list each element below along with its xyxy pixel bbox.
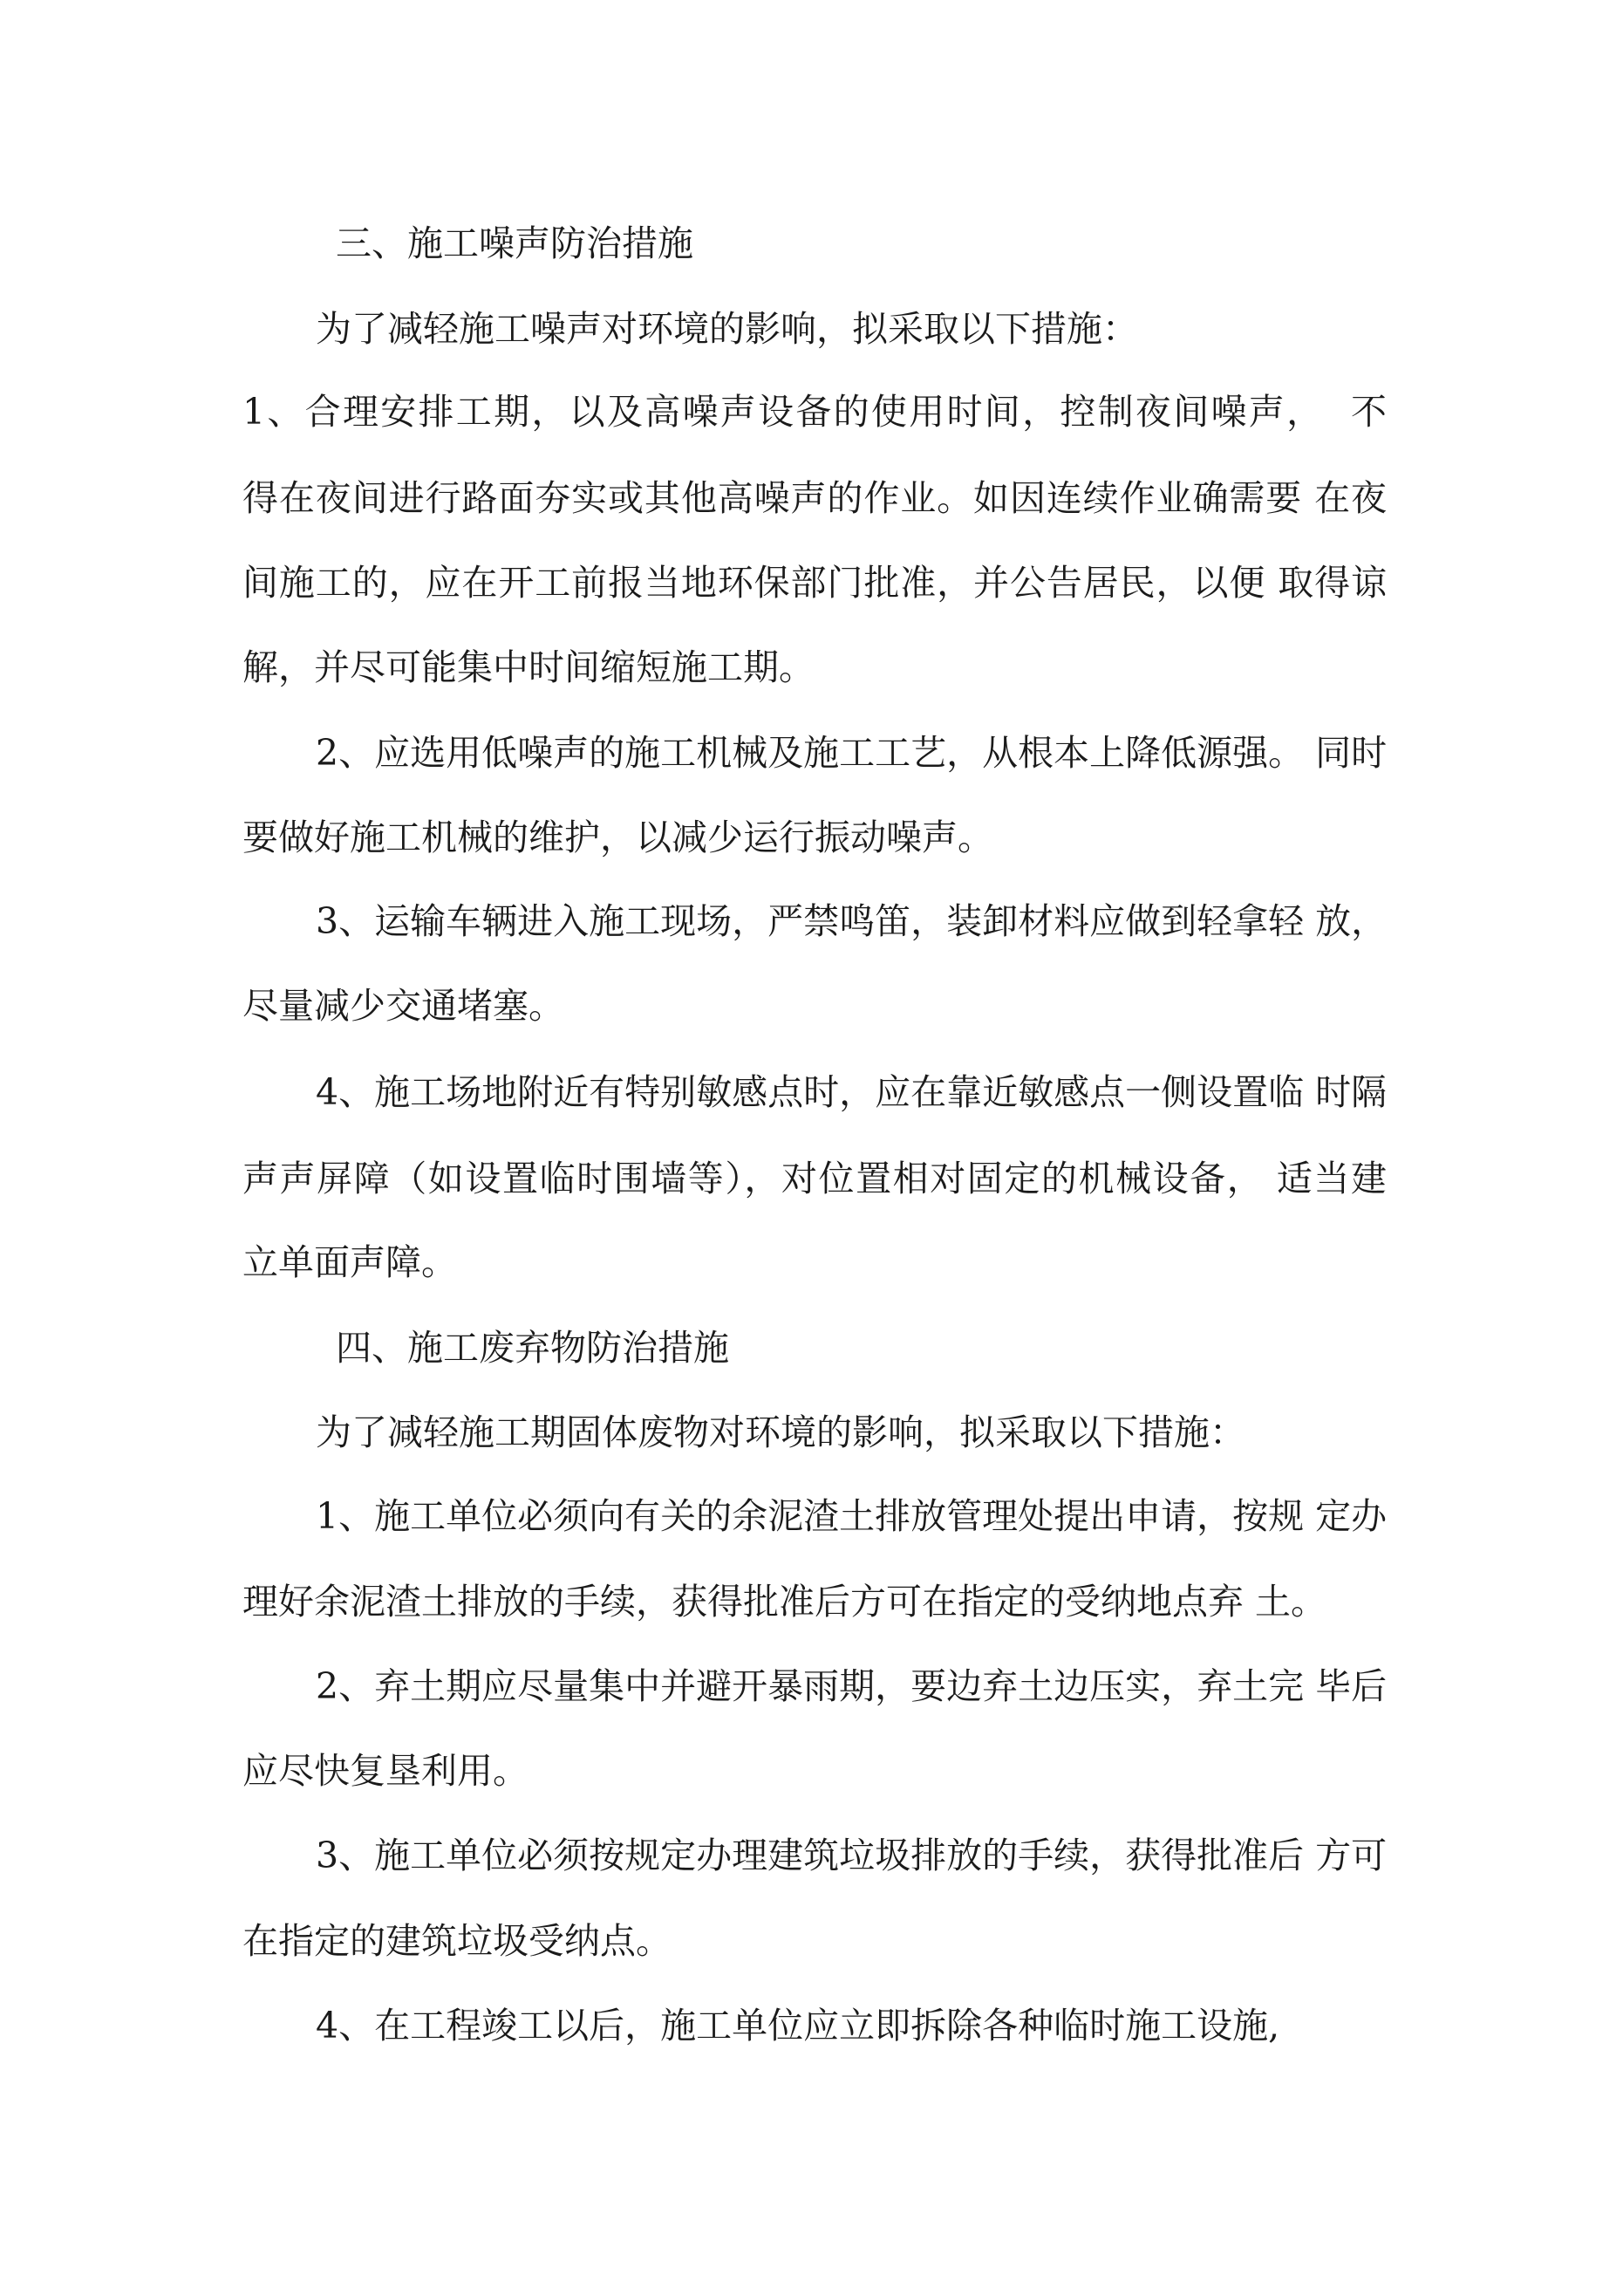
paragraph-line: 3、施工单位必须按规定办理建筑垃圾排放的手续，获得批准后 方可: [316, 1835, 1388, 1876]
paragraph-line: 应尽快复垦利用。: [242, 1750, 528, 1792]
section-intro: 为了减轻施工噪声对环境的影响，拟采取以下措施：: [316, 308, 1138, 350]
paragraph-line: 解，并尽可能集中时间缩短施工期。: [242, 646, 815, 688]
paragraph-line: 得在夜间进行路面夯实或其他高噪声的作业。如因连续作业确需要 在夜: [242, 477, 1387, 519]
paragraph-line: 4、在工程竣工以后，施工单位应立即拆除各种临时施工设施,: [316, 2005, 1280, 2047]
paragraph-line: 4、施工场地附近有特别敏感点时，应在靠近敏感点一侧设置临 时隔: [316, 1071, 1388, 1113]
section-heading: 三、施工噪声防治措施: [336, 222, 693, 264]
paragraph-line: 立单面声障。: [242, 1241, 457, 1283]
paragraph-line: 间施工的，应在开工前报当地环保部门批准，并公告居民，以便 取得谅: [242, 562, 1387, 604]
paragraph-line: 3、运输车辆进入施工现场，严禁鸣笛，装卸材料应做到轻拿轻 放，: [316, 900, 1388, 942]
section-intro: 为了减轻施工期固体废物对环境的影响，拟采取以下措施：: [316, 1411, 1245, 1453]
paragraph-line: 1、合理安排工期，以及高噪声设备的使用时间，控制夜间噪声， 不: [242, 391, 1387, 433]
paragraph-line: 在指定的建筑垃圾受纳点。: [242, 1920, 672, 1962]
paragraph-line: 理好余泥渣土排放的手续，获得批准后方可在指定的受纳地点弃 土。: [242, 1581, 1327, 1623]
section-heading: 四、施工废弃物防治措施: [336, 1327, 729, 1369]
paragraph-line: 声声屏障（如设置临时围墙等），对位置相对固定的机械设备， 适当建: [242, 1158, 1387, 1199]
paragraph-line: 要做好施工机械的维护，以减少运行振动噪声。: [242, 817, 993, 858]
paragraph-line: 1、施工单位必须向有关的余泥渣土排放管理处提出申请，按规 定办: [316, 1495, 1388, 1537]
paragraph-line: 2、应选用低噪声的施工机械及施工工艺，从根本上降低源强。 同时: [316, 732, 1388, 774]
paragraph-line: 尽量减少交通堵塞。: [242, 985, 564, 1027]
paragraph-line: 2、弃土期应尽量集中并避开暴雨期，要边弃土边压实，弃土完 毕后: [316, 1665, 1388, 1707]
